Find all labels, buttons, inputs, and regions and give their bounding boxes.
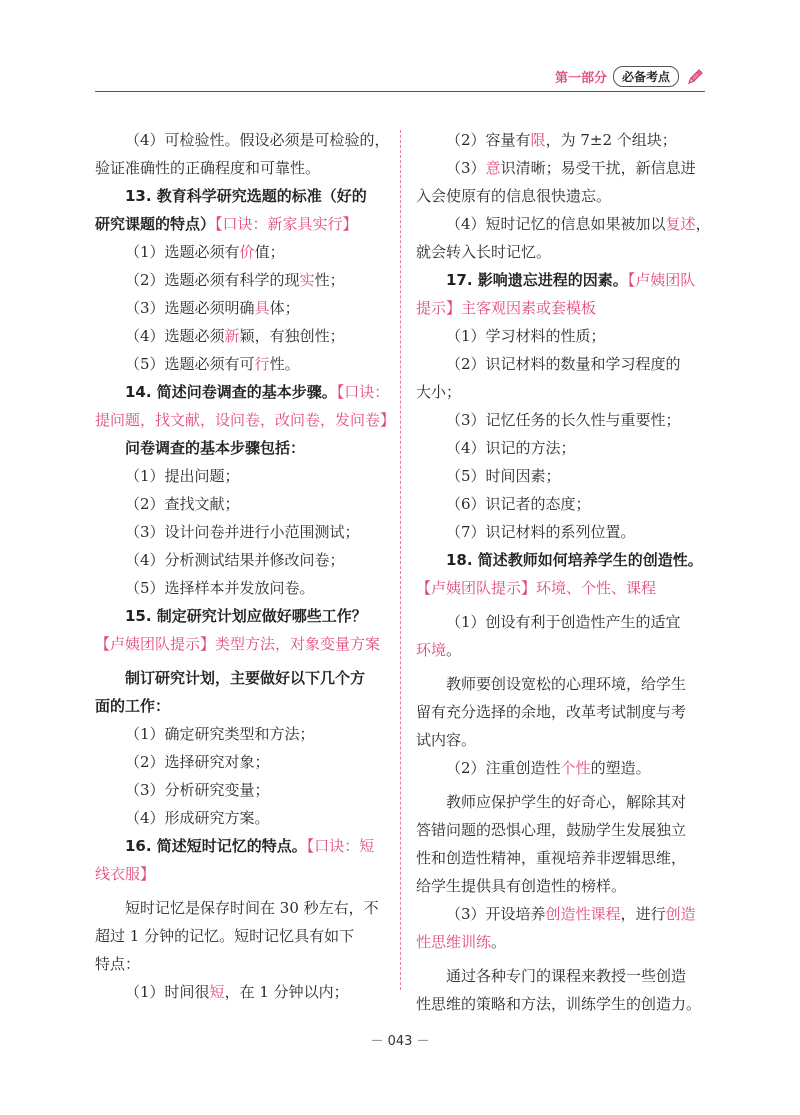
item-text: 。 [491, 933, 507, 951]
question-13-title: 13. 教育科学研究选题的标准（好的 [125, 187, 367, 205]
item-text: ， [695, 215, 711, 233]
list-item: （4）分析测试结果并修改问卷； [125, 551, 345, 569]
q16-title-text: 16. 简述短时记忆的特点。 [125, 837, 307, 855]
item-text: ，进行 [620, 905, 666, 923]
list-item [95, 350, 385, 378]
list-item: （3）设计问卷并进行小范围测试； [125, 523, 360, 541]
list-item [95, 238, 385, 266]
q16-mnemonic-start: 【口诀：短 [306, 837, 375, 855]
text-line: 性和创造性精神，重视培养非逻辑思维， [416, 849, 687, 867]
left-column [95, 126, 396, 1006]
tip-label: 【卢姨团队提示】 [95, 635, 216, 653]
question-16-title [95, 832, 385, 860]
list-item: （5）选择样本并发放问卷。 [125, 579, 315, 597]
item-text: 体； [269, 299, 300, 317]
list-item: （3）记忆任务的长久性与重要性； [446, 411, 681, 429]
item-text: 性； [314, 271, 345, 289]
keyword: 短 [209, 983, 225, 1001]
list-item: （4）识记的方法； [446, 439, 576, 457]
keyword: 性思维训练 [416, 933, 492, 951]
tip-text: 环境、个性、课程 [536, 579, 657, 597]
keyword: 新 [224, 327, 240, 345]
tip-label: 提示】 [416, 299, 462, 317]
q15-intro-cont: 面的工作： [95, 697, 171, 715]
list-item: （3）分析研究变量； [125, 781, 270, 799]
page-number: － 043 － [370, 1034, 430, 1049]
q17-title-text: 17. 影响遗忘进程的因素。 [446, 271, 628, 289]
text-line [416, 928, 706, 956]
list-item: （1）学习材料的性质； [446, 327, 606, 345]
list-item: （7）识记材料的系列位置。 [446, 523, 636, 541]
list-item [416, 154, 706, 182]
list-item: （5）时间因素； [446, 467, 561, 485]
item-text: （3）选题必须明确 [125, 299, 255, 317]
q14-title-text: 14. 简述问卷调查的基本步骤。 [125, 383, 337, 401]
text-line: 教师要创设宽松的心理环境，给学生 [446, 675, 687, 693]
q17-tip-line [416, 294, 706, 322]
keyword: 个性 [560, 759, 591, 777]
keyword: 环境 [416, 641, 447, 659]
text-line: 答错问题的恐惧心理，鼓励学生发展独立 [416, 821, 687, 839]
question-18-title: 18. 简述教师如何培养学生的创造性。 [446, 551, 703, 569]
list-item [95, 978, 385, 1006]
keyword: 价 [239, 243, 255, 261]
item-text: 颖，有独创性； [239, 327, 345, 345]
text-line: 验证准确性的正确程度和可靠性。 [95, 159, 321, 177]
list-item [416, 210, 711, 238]
text-line: 短时记忆是保存时间在 30 秒左右，不 [125, 899, 379, 917]
item-text: （2）选题必须有科学的现 [125, 271, 300, 289]
page-header [95, 60, 705, 92]
q18-tip-line [416, 574, 706, 602]
q14-mnemonic-start: 【口诀： [336, 383, 390, 401]
text-line: 特点： [95, 955, 141, 973]
text-line: 超过 1 分钟的记忆。短时记忆具有如下 [95, 927, 355, 945]
list-item [95, 322, 385, 350]
keyword: 限 [530, 131, 546, 149]
item-text: （4）短时记忆的信息如果被加以 [446, 215, 666, 233]
keyword: 具 [254, 299, 270, 317]
list-item: （6）识记者的态度； [446, 495, 591, 513]
list-item: （1）创设有利于创造性产生的适宜 [446, 613, 681, 631]
text-line: （4）可检验性。假设必须是可检验的， [125, 131, 390, 149]
q15-tip-line [95, 630, 385, 658]
q13-title-end: 研究课题的特点） [95, 215, 216, 233]
tip-label: 【卢姨团队提示】 [416, 579, 537, 597]
item-text: 识清晰；易受干扰，新信息进 [500, 159, 696, 177]
item-text: （2）注重创造性 [446, 759, 561, 777]
header-badge: 必备考点 [613, 66, 679, 87]
item-text: 。 [446, 641, 462, 659]
header-rule [95, 91, 705, 92]
list-item [416, 754, 706, 782]
item-text: （3） [446, 159, 486, 177]
list-item: （2）选择研究对象； [125, 753, 270, 771]
keyword: 创造性课程 [545, 905, 621, 923]
list-item: （1）确定研究类型和方法； [125, 725, 315, 743]
q13-mnemonic: 【口诀：新家具实行】 [215, 215, 358, 233]
tip-text: 主客观因素或套模板 [461, 299, 597, 317]
header-part-title: 第一部分 [554, 71, 607, 86]
text-line: 入会使原有的信息很快遗忘。 [416, 187, 612, 205]
text-line: 给学生提供具有创造性的榜样。 [416, 877, 627, 895]
keyword: 意 [485, 159, 501, 177]
list-item [95, 266, 385, 294]
q16-mnemonic-cont: 线衣服】 [95, 865, 156, 883]
text-line: 就会转入长时记忆。 [416, 243, 552, 261]
item-text: 性。 [269, 355, 300, 373]
list-item [416, 900, 706, 928]
text-line: 试内容。 [416, 731, 477, 749]
list-item [95, 294, 385, 322]
q17-tip-start: 【卢姨团队 [627, 271, 696, 289]
list-item [416, 126, 706, 154]
question-17-title [416, 266, 706, 294]
item-text: 的塑造。 [590, 759, 651, 777]
item-text: （3）开设培养 [446, 905, 546, 923]
right-column [416, 126, 711, 1018]
header-label-group [555, 66, 705, 87]
text-line: 教师应保护学生的好奇心，解除其对 [446, 793, 687, 811]
item-text: （2）容量有 [446, 131, 531, 149]
keyword: 行 [254, 355, 270, 373]
list-item: （1）提出问题； [125, 467, 240, 485]
item-text: ，为 7±2 个组块； [545, 131, 677, 149]
item-text: （1）选题必须有 [125, 243, 240, 261]
text-line [416, 636, 706, 664]
tip-text: 类型方法，对象变量方案 [215, 635, 381, 653]
question-14-title [95, 378, 390, 406]
q15-intro: 制订研究计划，主要做好以下几个方 [125, 669, 366, 687]
question-13-title-cont [95, 210, 385, 238]
column-divider [400, 130, 401, 990]
q14-mnemonic-cont: 提问题，找文献，设问卷，改问卷，发问卷】 [95, 411, 396, 429]
item-text: 值； [254, 243, 285, 261]
q14-intro: 问卷调查的基本步骤包括： [125, 439, 306, 457]
item-text: （4）选题必须 [125, 327, 225, 345]
text-line: 大小； [416, 383, 462, 401]
pencil-icon [685, 67, 705, 87]
item-text: （1）时间很 [125, 983, 210, 1001]
text-line: 通过各种专门的课程来教授一些创造 [446, 967, 687, 985]
list-item: （4）形成研究方案。 [125, 809, 270, 827]
item-text: （5）选题必须有可 [125, 355, 255, 373]
keyword: 实 [299, 271, 315, 289]
list-item: （2）查找文献； [125, 495, 240, 513]
text-line: 留有充分选择的余地，改革考试制度与考 [416, 703, 687, 721]
item-text: ，在 1 分钟以内； [224, 983, 349, 1001]
text-line: 性思维的策略和方法，训练学生的创造力。 [416, 995, 702, 1013]
list-item: （2）识记材料的数量和学习程度的 [446, 355, 681, 373]
question-15-title: 15. 制定研究计划应做好哪些工作？ [125, 607, 367, 625]
keyword: 创造 [665, 905, 696, 923]
keyword: 复述 [665, 215, 696, 233]
